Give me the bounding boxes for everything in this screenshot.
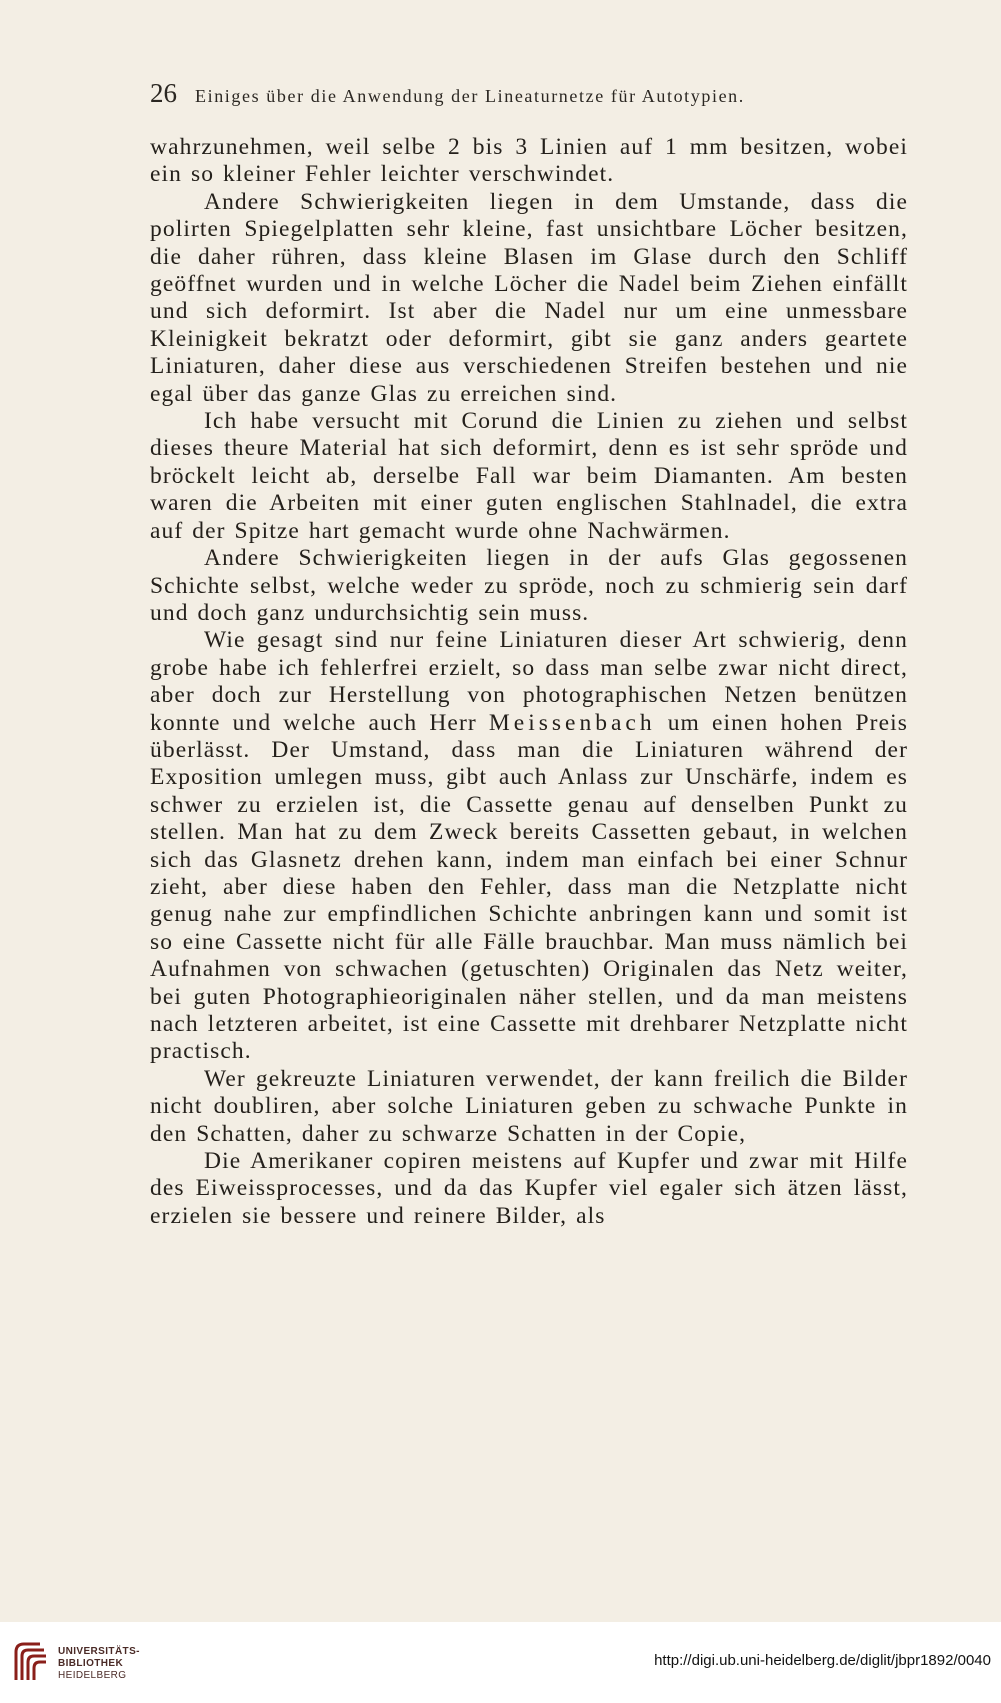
library-name [58, 1646, 140, 1682]
paragraph-meissenbach [150, 627, 908, 1066]
body-text [150, 134, 908, 1230]
library-logo-icon [10, 1640, 50, 1686]
running-title: Einiges über die Anwendung der Lineaturnetze für Autotypien. [195, 86, 745, 106]
paragraph: Die Amerikaner copiren meistens auf Kupfer und zwar mit Hilfe des Eiweissprocesses, und da das Kupfer viel egaler sich ätzen lässt, erzielen sie bessere und reinere Bilder, als [150, 1148, 908, 1229]
page-header [150, 78, 890, 109]
paragraph-text: um einen hohen Preis überlässt. Der Umstand, dass man die Liniaturen während der Exposition umlegen muss, gibt auch Anlass zur Unschärfe, indem es schwer zu erzielen ist, die Cassette genau auf denselben Punkt zu stellen. Man hat zu dem Zweck bereits Cassetten gebaut, in welchen sich das Glasnetz drehen kann, indem man einfach bei einer Schnur zieht, aber diese haben den Fehler, dass man die Netzplatte nicht genug nahe zur empfindlichen Schichte anbringen kann und somit ist so eine Cassette nicht für alle Fälle brauchbar. Man muss nämlich bei Aufnahmen von schwachen (getuschten) Originalen das Netz weiter, bei guten Photographieoriginalen näher stellen, und da man meistens nach letzteren arbeitet, ist eine Cassette mit drehbarer Netzplatte nicht practisch. [150, 709, 908, 1065]
paragraph: Ich habe versucht mit Corund die Linien zu ziehen und selbst dieses theure Material hat sich deformirt, denn es ist sehr spröde und bröckelt leicht ab, derselbe Fall war beim Diamanten. Am besten waren die Arbeiten mit einer guten englischen Stahlnadel, die extra auf der Spitze hart gemacht wurde ohne Nachwärmen. [150, 408, 908, 544]
page-number: 26 [150, 78, 177, 108]
library-name-line: UNIVERSITÄTS- [58, 1646, 140, 1657]
paragraph: Andere Schwierigkeiten liegen in dem Umstande, dass die polirten Spiegelplatten sehr kleine, fast unsichtbare Löcher besitzen, die daher rühren, dass kleine Blasen im Glase durch den Schliff geöffnet wurden und in welche Löcher die Nadel beim Ziehen einfällt und sich deformirt. Ist aber die Nadel nur um eine unmessbare Kleinigkeit bekratzt oder deformirt, gibt sie ganz anders geartete Liniaturen, daher diese aus verschiedenen Streifen bestehen und nie egal über das ganze Glas zu erreichen sind. [150, 188, 908, 407]
permalink-url[interactable]: http://digi.ub.uni-heidelberg.de/diglit/jbpr1892/0040 [654, 1652, 991, 1669]
paragraph-text: Wie gesagt sind nur feine Liniaturen dieser Art schwierig, denn grobe habe ich fehlerfrei erzielt, so dass man selbe zwar nicht direct, aber doch zur Herstellung von photographischen Netzen benützen konnte und welche auch Herr [150, 627, 908, 736]
footer-bar [0, 1622, 1001, 1703]
paragraph-continued: wahrzunehmen, weil selbe 2 bis 3 Linien auf 1 mm besitzen, wobei ein so kleiner Fehler leichter verschwindet. [150, 134, 908, 188]
library-name-line: HEIDELBERG [58, 1670, 127, 1681]
library-name-line: BIBLIOTHEK [58, 1658, 124, 1669]
paragraph: Wer gekreuzte Liniaturen verwendet, der kann freilich die Bilder nicht doubliren, aber solche Liniaturen geben zu schwache Punkte in den Schatten, daher zu schwarze Schatten in der Copie, [150, 1065, 908, 1147]
person-name: Meissenbach [488, 709, 656, 736]
paragraph: Andere Schwierigkeiten liegen in der aufs Glas gegossenen Schichte selbst, welche weder zu spröde, noch zu schmierig sein darf und doch ganz undurchsichtig sein muss. [150, 545, 908, 626]
